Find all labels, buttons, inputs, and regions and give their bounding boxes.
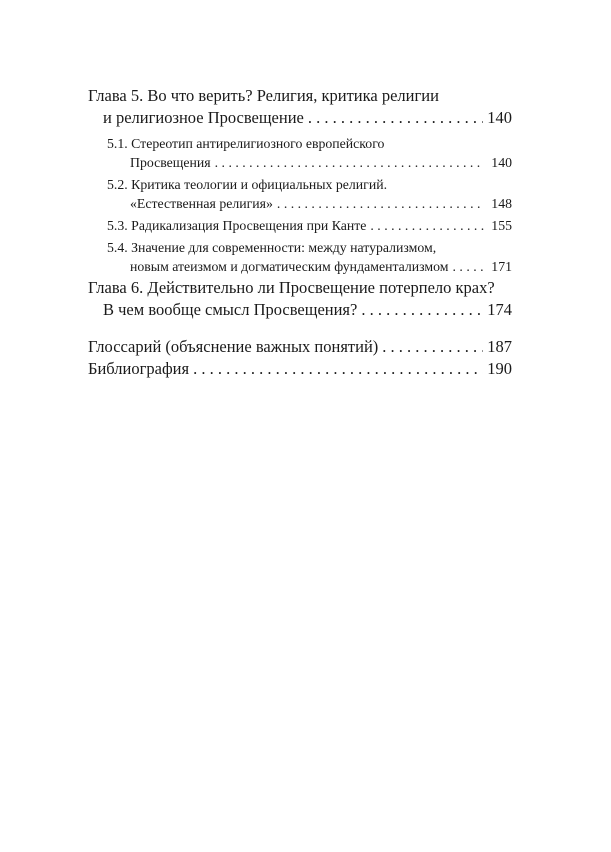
toc-entry-title: Глоссарий (объяснение важных понятий): [88, 337, 379, 356]
toc-entry-glossary[interactable]: [88, 336, 512, 358]
toc-entry-title-line: [88, 336, 512, 358]
table-of-contents: [88, 85, 512, 380]
dot-leader: [308, 107, 483, 129]
toc-page-number: 140: [491, 155, 512, 170]
toc-entry-title-line: [88, 85, 512, 107]
toc-entry-title: Глава 5. Во что верить? Религия, критика религии: [88, 86, 439, 105]
toc-entry-continuation: [107, 153, 512, 172]
toc-page-number: 155: [491, 218, 512, 233]
toc-entry-title-line: [107, 134, 512, 153]
toc-entry-section-5-1[interactable]: [88, 134, 512, 172]
toc-entry-section-5-3[interactable]: [88, 216, 512, 235]
toc-entry-title-cont: и религиозное Просвещение: [103, 108, 304, 127]
toc-entry-section-5-2[interactable]: [88, 175, 512, 213]
toc-page-number: 174: [487, 300, 512, 319]
dot-leader: [361, 299, 483, 321]
toc-entry-bibliography[interactable]: [88, 358, 512, 380]
toc-entry-title-line: [107, 238, 512, 257]
toc-entry-title-cont: «Естественная религия»: [130, 196, 273, 211]
toc-entry-title: Библиография: [88, 359, 190, 378]
toc-entry-continuation: [88, 299, 512, 321]
toc-entry-section-5-4[interactable]: [88, 238, 512, 276]
dot-leader: [370, 216, 484, 235]
dot-leader: [193, 358, 483, 380]
toc-entry-title: 5.3. Радикализация Просвещения при Канте: [107, 218, 367, 233]
toc-entry-title-line: [107, 175, 512, 194]
toc-entry-title-line: [88, 277, 512, 299]
toc-page-number: 140: [487, 108, 512, 127]
toc-entry-chapter-6[interactable]: [88, 277, 512, 321]
dot-leader: [453, 257, 484, 276]
toc-page-number: 190: [487, 359, 512, 378]
toc-page-number: 148: [491, 196, 512, 211]
dot-leader: [382, 336, 483, 358]
toc-entry-title: 5.2. Критика теологии и официальных религий.: [107, 177, 388, 192]
toc-entry-title-cont: новым атеизмом и догматическим фундаментализмом: [130, 259, 449, 274]
toc-entry-title-line: [107, 216, 512, 235]
toc-entry-title: Глава 6. Действительно ли Просвещение потерпело крах?: [88, 278, 495, 297]
toc-entry-title: 5.1. Стереотип антирелигиозного европейского: [107, 136, 385, 151]
toc-page-number: 187: [487, 337, 512, 356]
toc-entry-continuation: [107, 194, 512, 213]
toc-entry-title: 5.4. Значение для современности: между натурализмом,: [107, 240, 437, 255]
toc-entry-title-cont: В чем вообще смысл Просвещения?: [103, 300, 358, 319]
toc-entry-title-cont: Просвещения: [130, 155, 211, 170]
dot-leader: [215, 153, 484, 172]
toc-entry-continuation: [88, 107, 512, 129]
dot-leader: [277, 194, 484, 213]
spacer: [88, 321, 512, 336]
toc-page-number: 171: [491, 259, 512, 274]
toc-entry-title-line: [88, 358, 512, 380]
toc-entry-chapter-5[interactable]: [88, 85, 512, 129]
toc-entry-continuation: [107, 257, 512, 276]
